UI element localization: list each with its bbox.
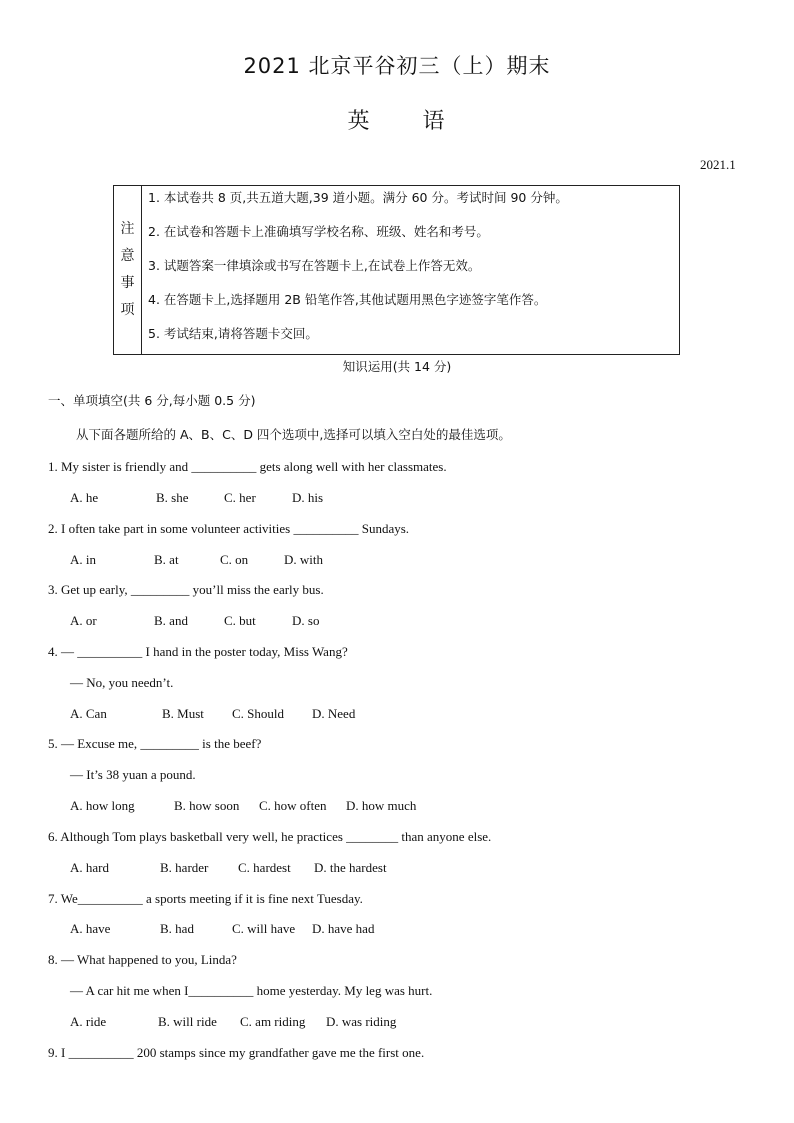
question-stem: 6. Although Tom plays basketball very well, he practices ________ than anyone else. — [48, 829, 492, 844]
exam-date: 2021.1 — [700, 157, 736, 172]
question-stem: 3. Get up early, _________ you’ll miss the early bus. — [48, 582, 324, 597]
option: D. how much — [346, 798, 417, 813]
instruction: 从下面各题所给的 A、B、C、D 四个选项中,选择可以填入空白处的最佳选项。 — [76, 427, 511, 442]
question-stem: 1. My sister is friendly and __________ gets along well with her classmates. — [48, 459, 447, 474]
notice-item: 5. 考试结束,请将答题卡交回。 — [148, 326, 318, 341]
option: C. will have — [232, 921, 296, 936]
notice-box — [113, 185, 680, 355]
notice-label-char: 注 — [120, 221, 135, 237]
option: A. ride — [70, 1014, 107, 1029]
option: C. Should — [232, 706, 285, 721]
question-reply: — No, you needn’t. — [70, 675, 174, 690]
option: A. how long — [70, 798, 135, 813]
question-stem: 2. I often take part in some volunteer activities __________ Sundays. — [48, 521, 410, 536]
option: B. will ride — [158, 1014, 217, 1029]
part-heading: 一、单项填空(共 6 分,每小题 0.5 分) — [48, 393, 256, 408]
option: D. Need — [312, 706, 356, 721]
option: B. at — [154, 552, 179, 567]
option: C. am riding — [240, 1014, 306, 1029]
option: C. hardest — [238, 860, 291, 875]
option: A. or — [70, 613, 97, 628]
option: C. but — [224, 613, 256, 628]
option: A. have — [70, 921, 111, 936]
option: C. how often — [259, 798, 327, 813]
notice-label — [114, 186, 142, 354]
question-stem: 4. — __________ I hand in the poster today, Miss Wang? — [48, 644, 348, 659]
option: C. on — [220, 552, 249, 567]
notice-label-char: 项 — [120, 302, 135, 318]
section-heading: 知识运用(共 14 分) — [342, 359, 452, 374]
question-stem: 5. — Excuse me, _________ is the beef? — [48, 736, 262, 751]
option: D. his — [292, 490, 324, 505]
option: B. had — [160, 921, 194, 936]
option: D. have had — [312, 921, 375, 936]
question-stem: 9. I __________ 200 stamps since my grandfather gave me the first one. — [48, 1045, 425, 1060]
notice-label-char: 意 — [120, 248, 135, 264]
option: A. he — [70, 490, 99, 505]
question-reply: — A car hit me when I__________ home yesterday. My leg was hurt. — [70, 983, 433, 998]
option: D. the hardest — [314, 860, 387, 875]
question-reply: — It’s 38 yuan a pound. — [70, 767, 196, 782]
option: A. Can — [70, 706, 107, 721]
notice-item: 1. 本试卷共 8 页,共五道大题,39 道小题。满分 60 分。考试时间 90 分钟。 — [148, 190, 568, 205]
option: B. Must — [162, 706, 204, 721]
notice-item: 4. 在答题卡上,选择题用 2B 铅笔作答,其他试题用黑色字迹签字笔作答。 — [148, 292, 547, 307]
option: A. in — [70, 552, 96, 567]
notice-label-char: 事 — [120, 275, 135, 291]
notice-item: 2. 在试卷和答题卡上准确填写学校名称、班级、姓名和考号。 — [148, 224, 489, 239]
option: A. hard — [70, 860, 109, 875]
question-stem: 8. — What happened to you, Linda? — [48, 952, 237, 967]
option: B. and — [154, 613, 188, 628]
page-title: 2021 北京平谷初三（上）期末 — [243, 54, 551, 78]
option: B. she — [156, 490, 189, 505]
option: B. how soon — [174, 798, 240, 813]
option: D. with — [284, 552, 323, 567]
subject-title: 英 语 — [347, 109, 447, 134]
notice-item: 3. 试题答案一律填涂或书写在答题卡上,在试卷上作答无效。 — [148, 258, 481, 273]
option: D. was riding — [326, 1014, 397, 1029]
option: C. her — [224, 490, 256, 505]
question-stem: 7. We__________ a sports meeting if it is fine next Tuesday. — [48, 891, 363, 906]
option: B. harder — [160, 860, 209, 875]
option: D. so — [292, 613, 320, 628]
